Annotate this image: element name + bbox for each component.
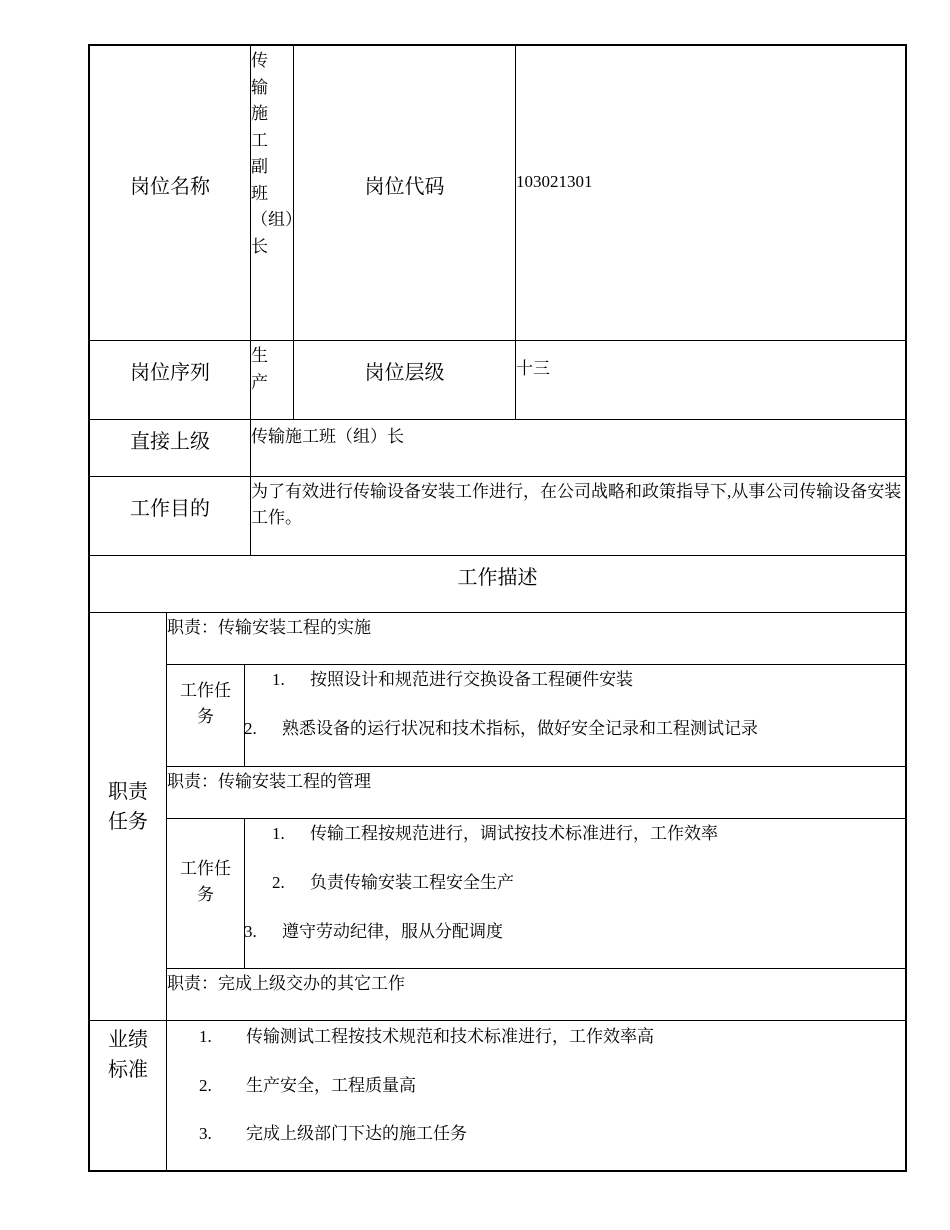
grid-line: [166, 766, 907, 767]
performance-label: 业绩标准: [108, 1029, 148, 1081]
purpose-label: 工作目的: [130, 498, 210, 520]
grid-line: [88, 1020, 907, 1021]
grid-line: [88, 476, 907, 477]
performance-number: 1.: [199, 1027, 212, 1046]
duty-title: 职责：传输安装工程的管理: [167, 772, 371, 791]
task-item: 遵守劳动纪律，服从分配调度: [282, 922, 503, 941]
task-label: 工作任务: [180, 859, 231, 904]
performance-number: 2.: [199, 1076, 212, 1095]
performance-item: 完成上级部门下达的施工任务: [246, 1124, 467, 1143]
task-item: 负责传输安装工程安全生产: [310, 873, 514, 892]
performance-number: 3.: [199, 1124, 212, 1143]
task-number: 2.: [244, 719, 257, 738]
grid-line: [166, 968, 907, 969]
level-value: 十三: [516, 359, 550, 378]
grid-line: [244, 664, 245, 766]
task-label: 工作任务: [180, 681, 231, 726]
purpose-value: 为了有效进行传输设备安装工作进行，在公司战略和政策指导下,从事公司传输设备安装工作。: [251, 482, 902, 527]
description-title: 工作描述: [457, 567, 538, 589]
level-label: 岗位层级: [364, 362, 445, 384]
performance-item: 生产安全，工程质量高: [246, 1076, 416, 1095]
duty-title: 职责：传输安装工程的实施: [167, 618, 371, 637]
grid-line: [88, 555, 907, 556]
task-item: 按照设计和规范进行交换设备工程硬件安装: [310, 670, 633, 689]
performance-item: 传输测试工程按技术规范和技术标准进行，工作效率高: [246, 1027, 654, 1046]
task-number: 1.: [272, 824, 285, 843]
task-item: 传输工程按规范进行，调试按技术标准进行，工作效率: [310, 824, 718, 843]
grid-line: [166, 664, 907, 665]
grid-line: [166, 818, 907, 819]
task-number: 1.: [272, 670, 285, 689]
grid-line: [88, 419, 907, 420]
duties-label: 职责任务: [108, 781, 148, 833]
sequence-value: 生产: [251, 346, 268, 392]
superior-value: 传输施工班（组）长: [251, 427, 404, 446]
sequence-label: 岗位序列: [130, 362, 210, 384]
task-number: 2.: [272, 873, 285, 892]
grid-line: [244, 818, 245, 968]
post-code-value: 103021301: [516, 172, 593, 191]
post-name-value: 传输施工副班（组）长: [251, 51, 302, 256]
superior-label: 直接上级: [130, 431, 210, 453]
grid-line: [88, 340, 907, 341]
duty-title: 职责：完成上级交办的其它工作: [167, 974, 405, 993]
post-name-label: 岗位名称: [130, 176, 210, 198]
task-item: 熟悉设备的运行状况和技术指标，做好安全记录和工程测试记录: [282, 719, 758, 738]
job-description-table: [88, 44, 907, 1172]
post-code-label: 岗位代码: [364, 176, 445, 198]
grid-line: [88, 612, 907, 613]
task-number: 3.: [244, 922, 257, 941]
